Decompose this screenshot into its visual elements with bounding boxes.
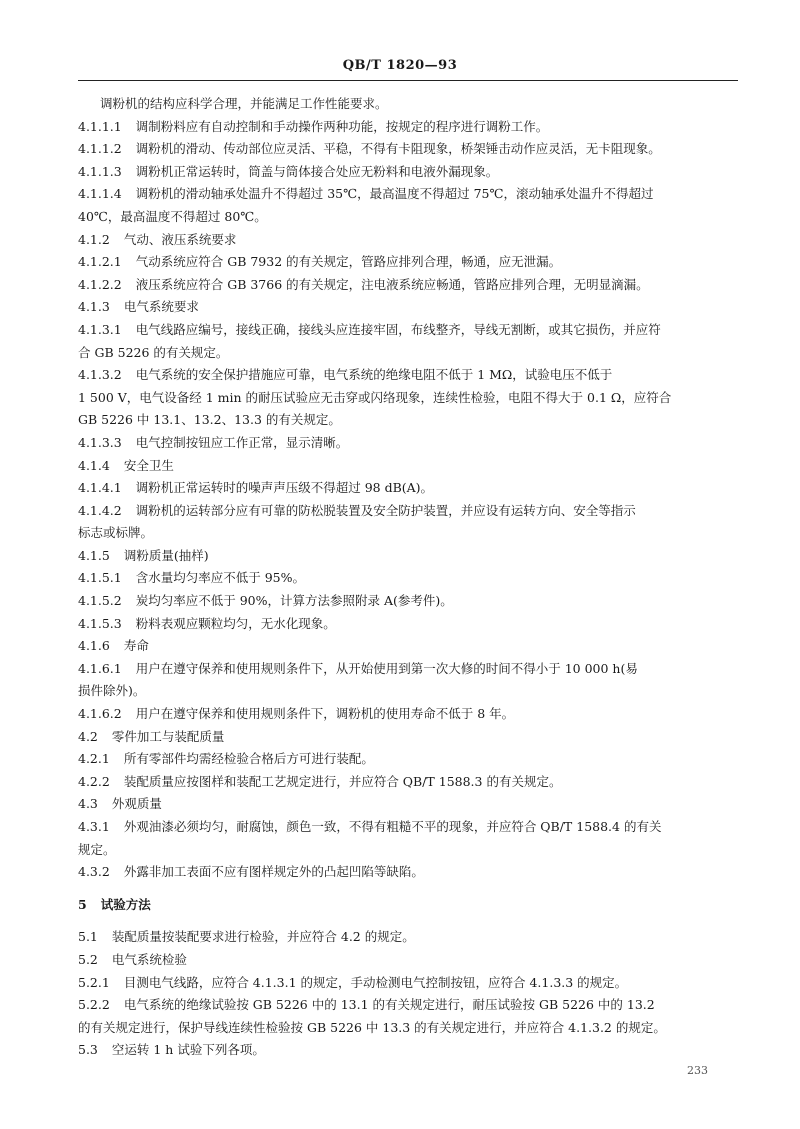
clause-text: 调粉质量(抽样) bbox=[123, 547, 209, 563]
header-rule bbox=[78, 80, 738, 81]
clause-number: 4.3 bbox=[78, 796, 98, 812]
text-line bbox=[78, 1017, 738, 1040]
clause-text: 外观油漆必须均匀，耐腐蚀，颜色一致，不得有粗糙不平的现象，并应符合 QB/T 1588.4 的有关 bbox=[123, 819, 662, 834]
text-line bbox=[78, 432, 738, 455]
clause-number: 4.2.1 bbox=[78, 751, 110, 767]
clause-text: 规定。 bbox=[78, 841, 116, 857]
clause-text: 电气线路应编号，接线正确，接线头应连接牢固，布线整齐，导线无割断，或其它损伤，并应符 bbox=[135, 321, 661, 337]
clause-text: 损件除外)。 bbox=[78, 683, 146, 699]
clause-number: 4.1.4 bbox=[78, 457, 110, 473]
clause-text: 所有零部件均需经检验合格后方可进行装配。 bbox=[123, 751, 374, 767]
page-number: 233 bbox=[687, 1064, 708, 1077]
text-line bbox=[78, 138, 738, 161]
text-line bbox=[78, 206, 738, 229]
clause-text: 的有关规定进行，保护导线连续性检验按 GB 5226 中 13.3 的有关规定进行，并应符合 4.1.3.2 的规定。 bbox=[78, 1019, 666, 1035]
clause-number: 4.1.5.2 bbox=[78, 593, 122, 609]
clause-text: 外观质量 bbox=[111, 796, 162, 812]
clause-number: 5 bbox=[78, 896, 87, 912]
text-line bbox=[78, 274, 738, 297]
text-line bbox=[78, 296, 738, 319]
clause-number: 4.1.6.1 bbox=[78, 660, 122, 676]
text-line bbox=[78, 658, 738, 681]
text-line bbox=[78, 342, 738, 365]
text-line bbox=[78, 229, 738, 252]
clause-text: 空运转 1 h 试验下列各项。 bbox=[111, 1042, 265, 1058]
text-line bbox=[78, 680, 738, 703]
text-line bbox=[78, 409, 738, 432]
text-line bbox=[78, 364, 738, 387]
text-line bbox=[78, 839, 738, 862]
text-line bbox=[78, 522, 738, 545]
text-line bbox=[78, 994, 738, 1017]
clause-number: 4.1.3 bbox=[78, 299, 110, 315]
clause-number: 4.3.1 bbox=[78, 819, 110, 834]
clause-text: GB 5226 中 13.1、13.2、13.3 的有关规定。 bbox=[78, 412, 341, 428]
clause-number: 5.2 bbox=[78, 951, 98, 967]
text-line bbox=[78, 319, 738, 342]
text-line bbox=[78, 93, 738, 116]
text-line bbox=[78, 477, 738, 500]
clause-text: 炭均匀率应不低于 90%，计算方法参照附录 A(参考件)。 bbox=[135, 593, 453, 609]
clause-number: 4.1.1.3 bbox=[78, 163, 122, 179]
text-line bbox=[78, 816, 738, 839]
clause-text: 装配质量应按图样和装配工艺规定进行，并应符合 QB/T 1588.3 的有关规定。 bbox=[123, 773, 562, 789]
clause-text: 含水量均匀率应不低于 95%。 bbox=[135, 570, 305, 586]
clause-text: 安全卫生 bbox=[123, 457, 174, 473]
clause-text: 标志或标牌。 bbox=[78, 525, 154, 541]
clause-number: 4.1.2.1 bbox=[78, 254, 122, 270]
text-line bbox=[78, 183, 738, 206]
clause-number: 4.1.3.1 bbox=[78, 321, 122, 337]
clause-text: 液压系统应符合 GB 3766 的有关规定，注电液系统应畅通，管路应排列合理，无明显滴漏。 bbox=[135, 276, 649, 292]
clause-text: 粉料表观应颗粒均匀，无水化现象。 bbox=[135, 615, 336, 631]
clause-number: 4.3.2 bbox=[78, 864, 110, 880]
text-line bbox=[78, 1039, 738, 1062]
clause-number: 4.1.4.1 bbox=[78, 480, 122, 496]
clause-text: 电气系统检验 bbox=[111, 951, 187, 967]
clause-number: 4.1.1.4 bbox=[78, 186, 122, 202]
text-line bbox=[78, 455, 738, 478]
text-line bbox=[78, 545, 738, 568]
clause-text: 目测电气线路，应符合 4.1.3.1 的规定，手动检测电气控制按钮，应符合 4.1.3.3 的规定。 bbox=[123, 974, 628, 990]
clause-text: 气动、液压系统要求 bbox=[123, 231, 237, 247]
text-line bbox=[78, 726, 738, 749]
clause-text: 调粉机正常运转时的噪声声压级不得超过 98 dB(A)。 bbox=[135, 480, 434, 496]
clause-text: 合 GB 5226 的有关规定。 bbox=[78, 344, 229, 360]
text-line bbox=[78, 771, 738, 794]
clause-number: 4.1.3.3 bbox=[78, 434, 122, 450]
clause-text: 电气控制按钮应工作正常，显示清晰。 bbox=[135, 434, 349, 450]
text-line bbox=[78, 500, 738, 523]
clause-number: 4.1.3.2 bbox=[78, 367, 122, 383]
text-line bbox=[78, 635, 738, 658]
page-header: QB/T 1820—93 bbox=[342, 58, 458, 73]
clause-number: 4.1.5.1 bbox=[78, 570, 122, 586]
clause-text: 调制粉料应有自动控制和手动操作两种功能，按规定的程序进行调粉工作。 bbox=[135, 118, 549, 134]
clause-number: 4.1.6.2 bbox=[78, 706, 122, 722]
text-line bbox=[78, 116, 738, 139]
clause-text: 用户在遵守保养和使用规则条件下，从开始使用到第一次大修的时间不得小于 10 000 h(易 bbox=[135, 660, 638, 676]
clause-text: 气动系统应符合 GB 7932 的有关规定，管路应排列合理，畅通，应无泄漏。 bbox=[135, 254, 562, 270]
clause-text: 电气系统的绝缘试验按 GB 5226 中的 13.1 的有关规定进行，耐压试验按 GB 5226 中的 13.2 bbox=[123, 997, 655, 1013]
text-line bbox=[78, 861, 738, 884]
clause-number: 4.1.5 bbox=[78, 547, 110, 563]
text-line bbox=[78, 613, 738, 636]
clause-number: 4.1.1.1 bbox=[78, 118, 122, 134]
text-line bbox=[78, 972, 738, 995]
clause-text: 调粉机的滑动轴承处温升不得超过 35℃，最高温度不得超过 75℃，滚动轴承处温升不得超过 bbox=[135, 186, 654, 202]
clause-text: 零件加工与装配质量 bbox=[111, 728, 225, 744]
text-line bbox=[78, 793, 738, 816]
text-line bbox=[78, 926, 738, 949]
clause-number: 4.1.2 bbox=[78, 231, 110, 247]
clause-text: 40℃，最高温度不得超过 80℃。 bbox=[78, 208, 267, 224]
clause-text: 调粉机正常运转时，筒盖与筒体接合处应无粉料和电液外漏现象。 bbox=[135, 163, 499, 179]
text-line bbox=[78, 748, 738, 771]
clause-number: 4.1.2.2 bbox=[78, 276, 122, 292]
clause-text: 调粉机的滑动、传动部位应灵活、平稳，不得有卡阻现象，桥架锤击动作应灵活，无卡阻现象。 bbox=[135, 141, 661, 157]
clause-text: 用户在遵守保养和使用规则条件下，调粉机的使用寿命不低于 8 年。 bbox=[135, 706, 515, 722]
clause-text: 寿命 bbox=[123, 638, 149, 654]
section-heading bbox=[78, 894, 738, 917]
document-body bbox=[78, 93, 738, 1062]
text-line bbox=[78, 161, 738, 184]
clause-number: 5.3 bbox=[78, 1042, 98, 1058]
clause-number: 5.1 bbox=[78, 929, 98, 945]
clause-number: 4.1.4.2 bbox=[78, 502, 122, 518]
clause-number: 4.2.2 bbox=[78, 773, 110, 789]
clause-text: 装配质量按装配要求进行检验，并应符合 4.2 的规定。 bbox=[111, 929, 415, 945]
clause-text: 1 500 V，电气设备经 1 min 的耐压试验应无击穿或闪络现象，连续性检验，电阻不得大于 0.1 Ω，应符合 bbox=[78, 389, 672, 405]
clause-number: 4.2 bbox=[78, 728, 98, 744]
text-line bbox=[78, 949, 738, 972]
clause-number: 4.1.1.2 bbox=[78, 141, 122, 157]
clause-text: 调粉机的结构应科学合理，并能满足工作性能要求。 bbox=[100, 96, 388, 111]
text-line bbox=[78, 567, 738, 590]
clause-text: 调粉机的运转部分应有可靠的防松脱装置及安全防护装置，并应设有运转方向、安全等指示 bbox=[135, 502, 636, 518]
clause-number: 4.1.6 bbox=[78, 638, 110, 654]
text-line bbox=[78, 251, 738, 274]
text-line bbox=[78, 590, 738, 613]
text-line bbox=[78, 387, 738, 410]
clause-text: 电气系统的安全保护措施应可靠，电气系统的绝缘电阻不低于 1 MΩ，试验电压不低于 bbox=[135, 367, 613, 383]
clause-text: 电气系统要求 bbox=[123, 299, 199, 315]
text-line bbox=[78, 703, 738, 726]
clause-text: 外露非加工表面不应有图样规定外的凸起凹陷等缺陷。 bbox=[123, 864, 424, 880]
clause-number: 5.2.1 bbox=[78, 974, 110, 990]
clause-number: 5.2.2 bbox=[78, 997, 110, 1013]
clause-number: 4.1.5.3 bbox=[78, 615, 122, 631]
clause-text: 试验方法 bbox=[100, 896, 151, 912]
